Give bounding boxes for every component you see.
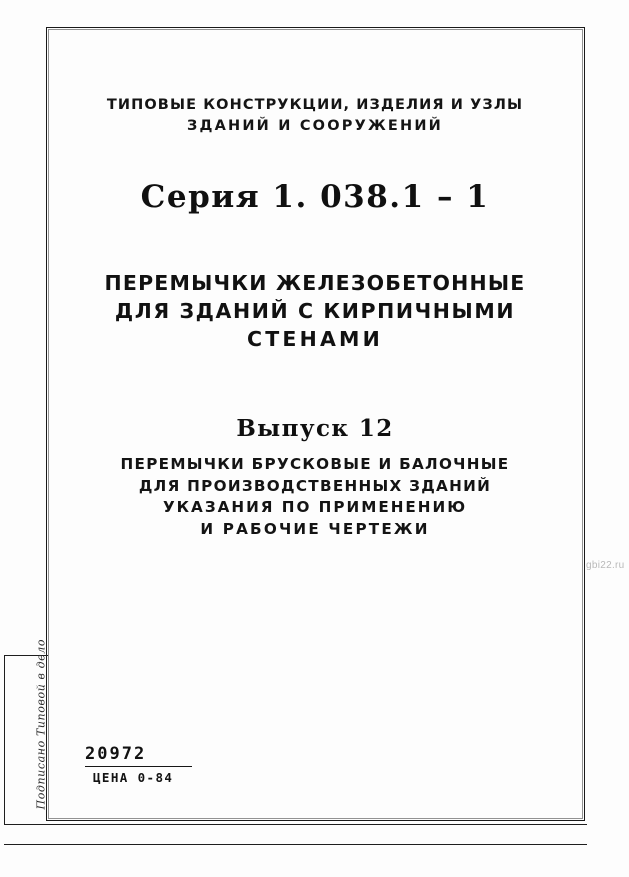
- header-line-1: ТИПОВЫЕ КОНСТРУКЦИИ, ИЗДЕЛИЯ И УЗЛЫ: [106, 97, 524, 113]
- margin-handwritten-note: Подписано Типовой в дело: [34, 638, 48, 810]
- title-page-content: [70, 95, 560, 540]
- subtitle-line-3: УКАЗАНИЯ ПО ПРИМЕНЕНИЮ: [162, 498, 468, 516]
- subtitle-line-1: ПЕРЕМЫЧКИ БРУСКОВЫЕ И БАЛОЧНЫЕ: [120, 455, 510, 473]
- subtitle-block: [70, 454, 560, 540]
- stamp-underline: [85, 766, 192, 767]
- watermark: gbi22.ru: [586, 560, 625, 571]
- issue-number: Выпуск 12: [236, 415, 394, 442]
- main-title: [70, 269, 560, 353]
- bottom-rule-upper: [4, 824, 587, 825]
- subtitle-line-2: ДЛЯ ПРОИЗВОДСТВЕННЫХ ЗДАНИЙ: [138, 476, 492, 495]
- bottom-rule-lower: [4, 844, 587, 845]
- series-number: Серия 1. 038.1 – 1: [140, 179, 490, 215]
- header-line-2: ЗДАНИЙ И СООРУЖЕНИЙ: [186, 118, 444, 134]
- margin-stub-vertical-line: [4, 655, 5, 825]
- title-line-2: ДЛЯ ЗДАНИЙ С КИРПИЧНЫМИ: [114, 299, 516, 323]
- stamp-code: 20972: [85, 744, 147, 764]
- title-line-1: ПЕРЕМЫЧКИ ЖЕЛЕЗОБЕТОННЫЕ: [104, 271, 526, 295]
- title-line-3: СТЕНАМИ: [246, 327, 383, 351]
- subtitle-line-4: И РАБОЧИЕ ЧЕРТЕЖИ: [200, 519, 430, 538]
- stamp-price: ЦЕНА 0-84: [93, 770, 174, 785]
- price-stamp: [85, 744, 275, 785]
